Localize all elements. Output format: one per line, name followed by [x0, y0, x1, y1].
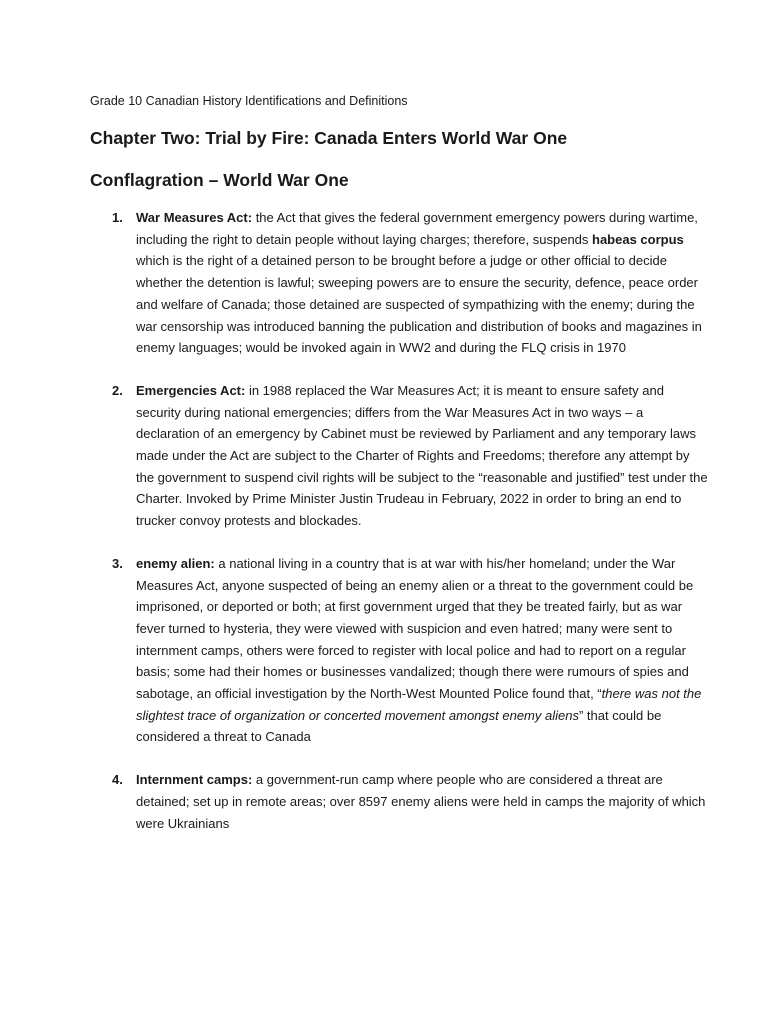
list-number: 3. [112, 555, 123, 571]
definition-item-war-measures-act [90, 207, 708, 359]
list-number: 4. [112, 772, 123, 788]
definitions-list [90, 207, 708, 834]
chapter-title: Chapter Two: Trial by Fire: Canada Enters World War One [90, 128, 568, 148]
definition-item-emergencies-act [90, 380, 708, 532]
definition-item-internment-camps [90, 769, 708, 834]
definition-text: a government-run camp where people who are considered a threat are detained; set up in remote areas; over 8597 enemy aliens were held in camps the majority of which were Ukrainians [136, 772, 706, 831]
italic-quote: there was not the slightest trace of organization or concerted movement amongst enemy aliens [136, 686, 702, 723]
definition-text-continued: ” that could be considered a threat to Canada [136, 707, 662, 745]
definition-term: Internment camps: [136, 772, 253, 788]
definition-term: enemy alien: [136, 555, 215, 571]
list-number: 1. [112, 210, 123, 225]
definition-text: a national living in a country that is at war with his/her homeland; under the War Measures Act, anyone suspected of being an enemy alien or a threat to the government could be imprisoned, or deported or both; at first government urged that they be treated fairly, but as war fever turned to hysteria, they were viewed with suspicion and even hatred; many were sent to internment camps, others were forced to register with local police and had to report on a regular basis; some had their homes or businesses vandalized; though there were rumours of spies and sabotage, an official investigation by the North-West Mounted Police found that, “ [136, 555, 694, 702]
bold-phrase: habeas corpus [592, 231, 684, 247]
definition-term: Emergencies Act: [136, 382, 246, 398]
definition-item-enemy-alien [90, 553, 708, 748]
section-title: Conflagration – World War One [90, 170, 349, 190]
list-number: 2. [112, 382, 123, 398]
definition-term: War Measures Act: [136, 210, 253, 225]
definition-text: in 1988 replaced the War Measures Act; it is meant to ensure safety and security during national emergencies; differs from the War Measures Act in two ways – a declaration of an emergency by Cabinet must be reviewed by Parliament and any temporary laws made under the Act are subject to the Charter of Rights and Freedoms; therefore any attempt by the government to suspend civil rights will be subject to the “reasonable and justified” test under the Charter. Invoked by Prime Minister Justin Trudeau in February, 2022 in order to bring an end to trucker convoy protests and blockades. [136, 382, 708, 529]
definition-text-continued: which is the right of a detained person to be brought before a judge or other official to decide whether the detention is lawful; sweeping powers are to ensure the security, defence, peace order and welfare of Canada; those detained are suspected of sympathizing with the enemy; during the war censorship was introduced banning the publication and distribution of books and magazines in enemy languages; would be invoked again in WW2 and during the FLQ crisis in 1970 [136, 253, 702, 356]
course-header: Grade 10 Canadian History Identifications and Definitions [90, 94, 408, 108]
definition-text: the Act that gives the federal government emergency powers during wartime, including the right to detain people without laying charges; therefore, suspends [136, 210, 698, 247]
